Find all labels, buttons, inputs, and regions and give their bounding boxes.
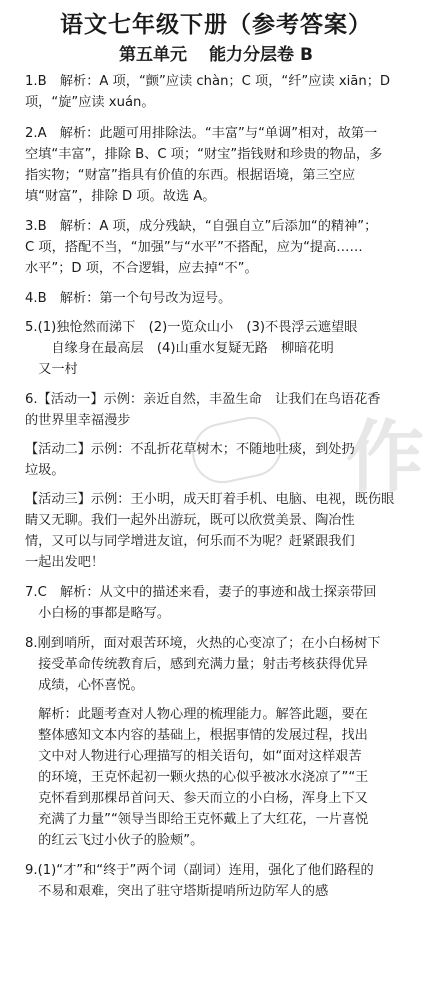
answer-line: 自缘身在最高层 (4)山重水复疑无路 柳暗花明: [25, 341, 334, 356]
answer-line: 的环境，王克怀起初一颗火热的心似乎被冰水浇凉了”“王: [25, 770, 369, 785]
answer-line: 【活动二】示例：不乱折花草树木；不随地吐痰，到处扔: [25, 442, 355, 457]
answer-line: 空填“丰富”，排除 B、C 项；“财宝”指钱财和珍贵的物品，多: [25, 147, 383, 162]
answer-line: 5.(1)独怆然而涕下 (2)一览众山小 (3)不畏浮云遮望眼: [25, 320, 358, 335]
answer-line: 1.B 解析：A 项，“颤”应读 chàn；C 项，“纤”应读 xiān；D: [25, 74, 391, 89]
answer-line: 项，“旋”应读 xuán。: [25, 95, 155, 110]
answer-line: C 项，搭配不当，“加强”与“水平”不搭配，应为“提高……: [25, 240, 363, 255]
unit-label: 第五单元: [119, 45, 188, 65]
answer-line: 7.C 解析：从文中的描述来看，妻子的事迹和战士探亲带回: [25, 585, 377, 600]
test-label: 能力分层卷 B: [209, 45, 313, 65]
answer-line: 一起出发吧！: [25, 555, 105, 570]
answer-line: 不易和艰难，突出了驻守塔斯提哨所边防军人的感: [25, 884, 329, 899]
answer-line: 睛又无聊。我们一起外出游玩，既可以欣赏美景、陶冶性: [25, 513, 355, 528]
page-title: 语文七年级下册（参考答案）: [60, 12, 372, 38]
answer-line: 充满了力量”“领导当即给王克怀戴上了大红花，一片喜悦: [25, 812, 369, 827]
answer-line: 文中对人物进行心理描写的相关语句，如“面对这样艰苦: [25, 749, 362, 764]
answer-line: 【活动三】示例：王小明，成天盯着手机、电脑、电视，既伤眼: [25, 492, 395, 507]
answer-line: 垃圾。: [25, 463, 65, 478]
answer-line: 的世界里幸福漫步: [25, 413, 131, 428]
answer-line: 克怀看到那棵昂首问天、参天而立的小白杨，浑身上下又: [25, 791, 368, 806]
watermark-glyph: 作: [345, 413, 424, 503]
answer-line: 4.B 解析：第一个句号改为逗号。: [25, 291, 232, 306]
answer-line: 6.【活动一】示例：亲近自然，丰盈生命 让我们在鸟语花香: [25, 392, 381, 407]
answer-line: 指实物；“财富”指具有价值的东西。根据语境，第三空应: [25, 168, 356, 183]
answer-line: 填“财富”，排除 D 项。故选 A。: [25, 189, 216, 204]
answer-line: 8.刚到哨所，面对艰苦环境，火热的心变凉了；在小白杨树下: [25, 636, 381, 651]
answer-line: 解析：此题考查对人物心理的梳理能力。解答此题，要在: [25, 707, 368, 722]
answer-line: 小白杨的事都是略写。: [25, 606, 171, 621]
page-subtitle: [0, 40, 432, 65]
answer-line: 情，又可以与同学增进友谊，何乐而不为呢？赶紧跟我们: [25, 534, 355, 549]
answer-line: 3.B 解析：A 项，成分残缺，“自强自立”后添加“的精神”；: [25, 219, 378, 234]
answer-line: 9.(1)“才”和“终于”两个词（副词）连用，强化了他们路程的: [25, 863, 374, 878]
answer-line: 水平”；D 项，不合逻辑，应去掉“不”。: [25, 261, 258, 276]
answer-line: 的红云飞过小伙子的脸颊”。: [25, 833, 204, 848]
answer-line: 接受革命传统教育后，感到充满力量；射击考核获得优异: [25, 657, 368, 672]
answer-line: 整体感知文本内容的基础上，根据事情的发展过程，找出: [25, 728, 368, 743]
answer-line: 成绩，心怀喜悦。: [25, 678, 144, 693]
answer-line: 又一村: [25, 362, 78, 377]
answer-line: 2.A 解析：此题可用排除法。“丰富”与“单调”相对，故第一: [25, 126, 378, 141]
